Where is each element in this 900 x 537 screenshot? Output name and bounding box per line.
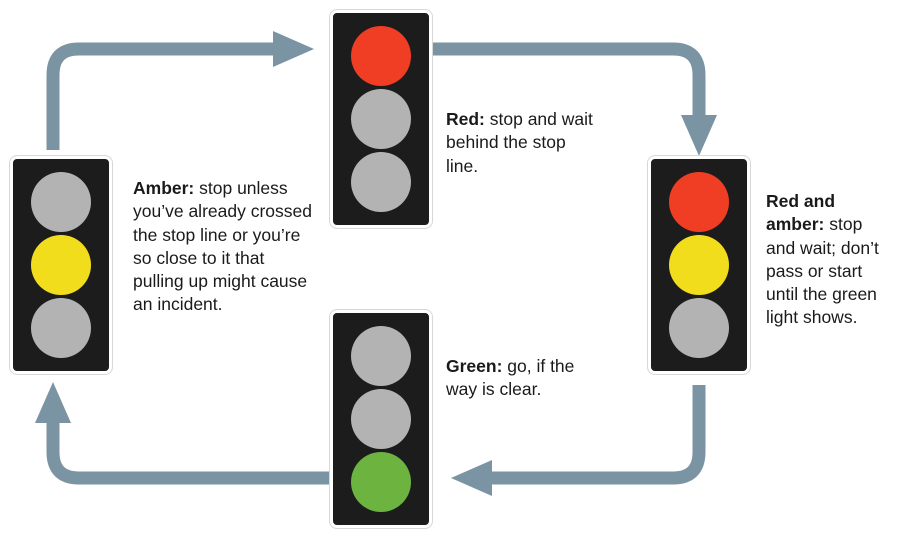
amber-caption-label: Amber:: [133, 178, 195, 198]
lamp-amber-off: [351, 389, 411, 449]
lamp-red-on: [669, 172, 729, 232]
lamp-red-on: [351, 26, 411, 86]
red-caption-text: stop and wait behind the stop line.: [446, 109, 593, 176]
green-signal: [330, 310, 432, 528]
red-and-amber-caption-label: Red and amber:: [766, 191, 836, 235]
arrow-amber-to-red-path: [53, 49, 276, 150]
green-caption: [446, 355, 606, 402]
lamp-green-off: [31, 298, 91, 358]
arrow-red-amber-to-green-head: [451, 460, 492, 496]
green-caption-text: go, if the way is clear.: [446, 356, 575, 400]
arrow-green-to-amber-head: [35, 382, 71, 423]
red-signal: [330, 10, 432, 228]
green-caption-label: Green:: [446, 356, 503, 376]
amber-caption: [133, 177, 318, 317]
red-and-amber-caption: [766, 190, 894, 330]
lamp-green-on: [351, 452, 411, 512]
arrow-green-to-amber-path: [53, 420, 331, 478]
red-caption: [446, 108, 596, 178]
lamp-red-off: [31, 172, 91, 232]
lamp-red-off: [351, 326, 411, 386]
red-and-amber-caption-text: stop and wait; don’t pass or start until the green light shows.: [766, 214, 879, 328]
lamp-amber-off: [351, 89, 411, 149]
lamp-green-off: [669, 298, 729, 358]
red-and-amber-signal: [648, 156, 750, 374]
amber-caption-text: stop unless you’ve already crossed the stop line or you’re so close to it that pulling up might cause an incident.: [133, 178, 312, 315]
arrow-red-to-red-amber-head: [681, 115, 717, 156]
arrow-amber-to-red-head: [273, 31, 314, 67]
amber-signal: [10, 156, 112, 374]
red-caption-label: Red:: [446, 109, 485, 129]
lamp-amber-on: [669, 235, 729, 295]
lamp-green-off: [351, 152, 411, 212]
lamp-amber-on: [31, 235, 91, 295]
